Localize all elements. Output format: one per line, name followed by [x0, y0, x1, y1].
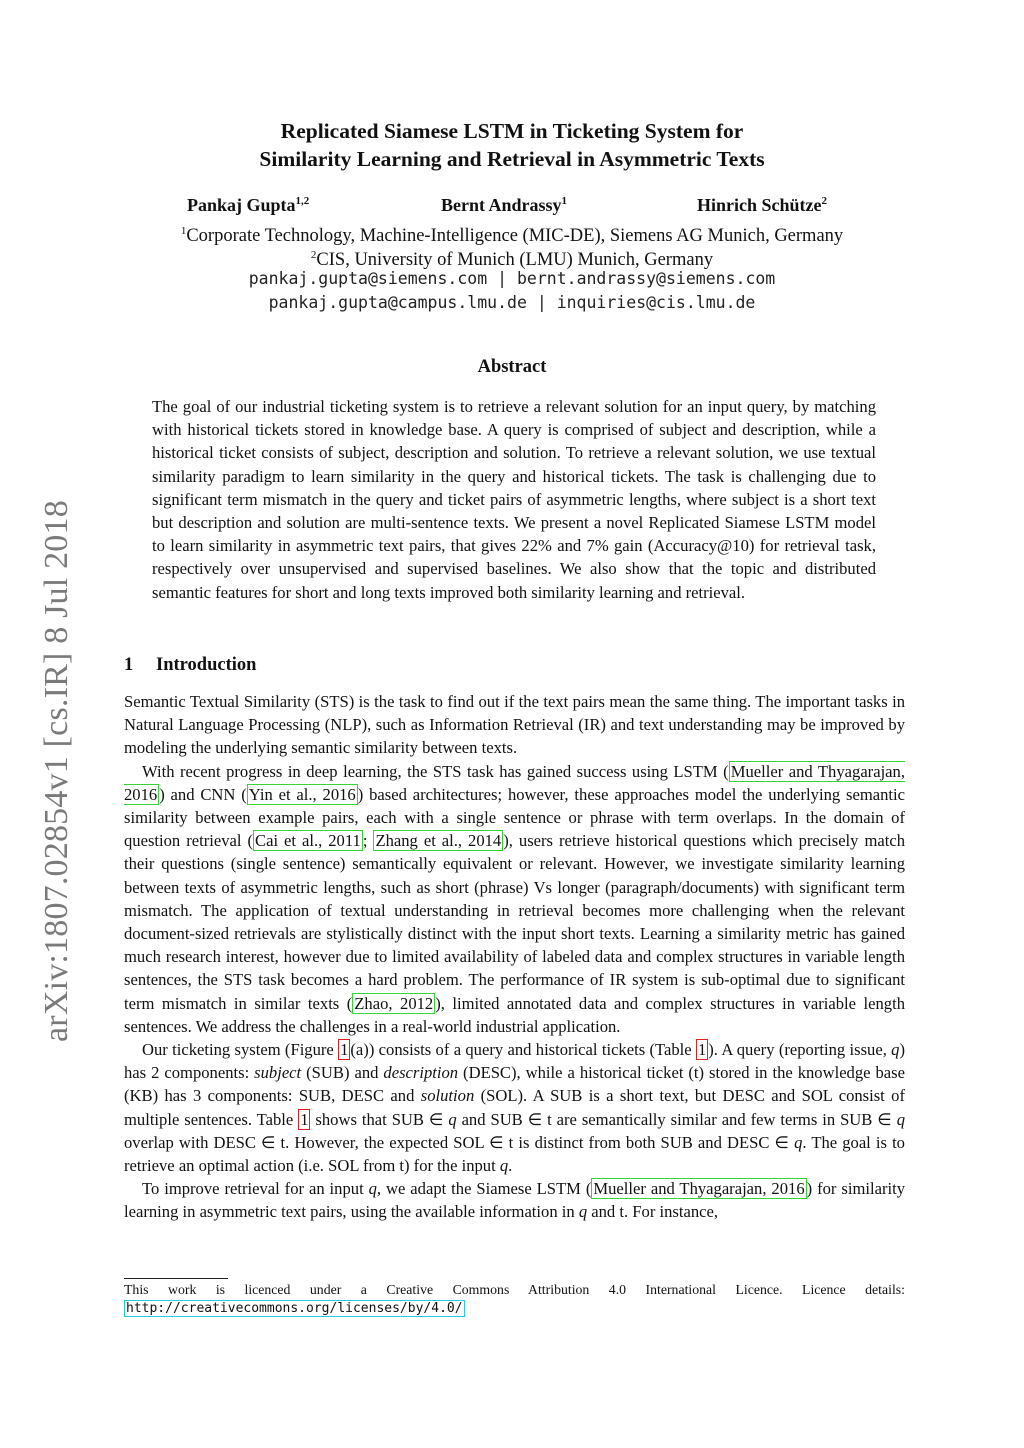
text-run: , we adapt the Siamese LSTM ( [376, 1179, 592, 1199]
license-url-link[interactable]: http://creativecommons.org/licenses/by/4.0/ [126, 1301, 463, 1316]
text-run: ; [362, 831, 374, 851]
footnote [124, 1281, 905, 1318]
text-run: ), users retrieve historical questions which precisely match their questions (single sentence) semantically equivalent or relevant. However, we investigate similarity learning between texts of asymmetric lengths, such as short (phrase) Vs longer (paragraph/documents) with significant term mismatch. The application of textual understanding in retrieval becomes more challenging when the relevant document-sized retrievals are stylistically distinct with the input short texts. Learning a similarity metric has gained much research interest, however due to limited availability of labeled data and complex structures in variable length sentences, the STS task becomes a hard problem. The performance of IR system is sub-optimal due to significant term mismatch in similar texts ( [124, 831, 905, 1013]
author-name: Pankaj Gupta [187, 195, 296, 215]
abstract-text: The goal of our industrial ticketing system is to retrieve a relevant solution for an input query, by matching with historical tickets stored in knowledge base. A query is comprised of subject and description, while a historical ticket consists of subject, description and solution. To retrieve a relevant solution, we use textual similarity paradigm to learn similarity in the query and historical tickets. The task is challenging due to significant term mismatch in the query and ticket pairs of asymmetric lengths, where subject is a short text but description and solution are multi-sentence texts. We present a novel Replicated Siamese LSTM model to learn similarity in asymmetric text pairs, that gives 22% and 7% gain (Accuracy@10) for retrieval task, respectively over unsupervised and supervised baselines. We also show that the topic and distributed semantic features for short and long texts improved both similarity learning and retrieval. [152, 397, 876, 602]
citation-link[interactable]: Zhang et al., 2014 [375, 831, 502, 851]
email-line-2: pankaj.gupta@campus.lmu.de | inquiries@cis.lmu.de [268, 293, 756, 312]
text-run: With recent progress in deep learning, the STS task has gained success using LSTM ( [142, 761, 729, 781]
text-run: (a)) consists of a query and historical tickets (Table [350, 1040, 696, 1060]
affiliation-text: CIS, University of Munich (LMU) Munich, Germany [316, 250, 714, 271]
section-heading [124, 655, 256, 676]
text-run: ). A query (reporting issue, [708, 1040, 892, 1060]
intro-paragraph-2 [124, 760, 905, 1038]
emphasis: subject [254, 1063, 302, 1083]
text-run: overlap with DESC ∈ t. However, the expected SOL ∈ t is distinct from both SUB and DESC ∈ [124, 1132, 795, 1152]
text-run: (SOL). A SUB is a short text, but DESC and SOL consist of multiple sentences. Table [124, 1086, 905, 1129]
text-run: ) for similarity learning in asymmetric text pairs, using the available information in [124, 1179, 905, 1222]
affiliation-sup: 1 [180, 225, 187, 237]
author-sup: 2 [821, 195, 827, 207]
text-run: . The goal is to retrieve an optimal action (i.e. SOL from t) for the input [124, 1132, 905, 1176]
paper-title-line-2: Similarity Learning and Retrieval in Asymmetric Texts [259, 147, 765, 171]
citation-link[interactable]: Mueller and Thyagarajan, 2016 [593, 1179, 805, 1199]
footnote-text: This work is licenced under a Creative Commons Attribution 4.0 International Licence. Licence details: [124, 1282, 905, 1297]
author-2 [441, 195, 567, 216]
section-title: Introduction [156, 655, 257, 675]
citation-link[interactable]: Zhao, 2012 [354, 993, 434, 1013]
text-run: ) has 2 components: [124, 1040, 905, 1083]
math-var: q [499, 1156, 509, 1176]
intro-paragraph-1: Semantic Textual Similarity (STS) is the task to find out if the text pairs mean the same thing. The important tasks in Natural Language Processing (NLP), such as Information Retrieval (IR) and text understanding may be improved by modeling the underlying semantic similarity between texts. [124, 692, 905, 758]
text-run: ) based architectures; however, these approaches model the underlying semantic similarity between example pairs, each with a single sentence or phrase with term overlaps. In the domain of question retrieval ( [124, 784, 905, 851]
citation-link[interactable]: Cai et al., 2011 [255, 831, 361, 851]
text-run: (DESC), while a historical ticket (t) stored in the knowledge base (KB) has 3 components: SUB, DESC and [124, 1063, 905, 1106]
author-1 [187, 195, 309, 216]
text-run: Our ticketing system (Figure [142, 1040, 339, 1060]
text-run: To improve retrieval for an input [142, 1179, 369, 1199]
intro-paragraph-3 [124, 1038, 905, 1177]
footnote-rule [124, 1278, 228, 1279]
math-var: q [448, 1109, 457, 1129]
emphasis: description [383, 1063, 459, 1083]
section-number: 1 [124, 655, 134, 675]
citation-link[interactable]: Yin et al., 2016 [248, 784, 356, 804]
table-ref-link[interactable]: 1 [697, 1040, 707, 1060]
author-sup: 1,2 [295, 195, 310, 207]
author-name: Hinrich Schütze [697, 195, 822, 215]
text-run: ), limited annotated data and complex structures in variable length sentences. We address the challenges in a real-world industrial application. [124, 993, 905, 1036]
emphasis: solution [420, 1086, 475, 1106]
citation-link[interactable]: Mueller and Thyagarajan, 2016 [124, 761, 905, 804]
introduction-body [124, 690, 905, 1224]
text-run: shows that SUB ∈ [310, 1109, 449, 1129]
intro-paragraph-4 [124, 1177, 905, 1223]
math-var: q [896, 1109, 905, 1129]
affiliation-sup: 2 [310, 249, 317, 261]
math-var: q [578, 1202, 588, 1222]
author-name: Bernt Andrassy [441, 195, 562, 215]
math-var: q [368, 1179, 377, 1199]
text-run: and t. For instance, [587, 1202, 719, 1222]
paper-title-line-1: Replicated Siamese LSTM in Ticketing System for [280, 119, 744, 143]
math-var: q [794, 1132, 803, 1152]
arxiv-stamp: arXiv:1807.02854v1 [cs.IR] 8 Jul 2018 [38, 500, 75, 1042]
author-3 [697, 195, 827, 216]
table-ref-link[interactable]: 1 [300, 1109, 309, 1129]
text-run: ) and CNN ( [159, 784, 247, 804]
email-line-1: pankaj.gupta@siemens.com | bernt.andrassy@siemens.com [248, 269, 776, 288]
abstract-heading: Abstract [477, 357, 547, 377]
figure-ref-link[interactable]: 1 [340, 1040, 349, 1060]
math-var: q [891, 1040, 900, 1060]
author-sup: 1 [561, 195, 568, 207]
text-run: and SUB ∈ t are semantically similar and few terms in SUB ∈ [456, 1109, 897, 1129]
affiliation-text: Corporate Technology, Machine-Intelligence (MIC-DE), Siemens AG Munich, Germany [186, 226, 844, 247]
text-run: . [508, 1156, 513, 1176]
text-run: (SUB) and [301, 1063, 384, 1083]
